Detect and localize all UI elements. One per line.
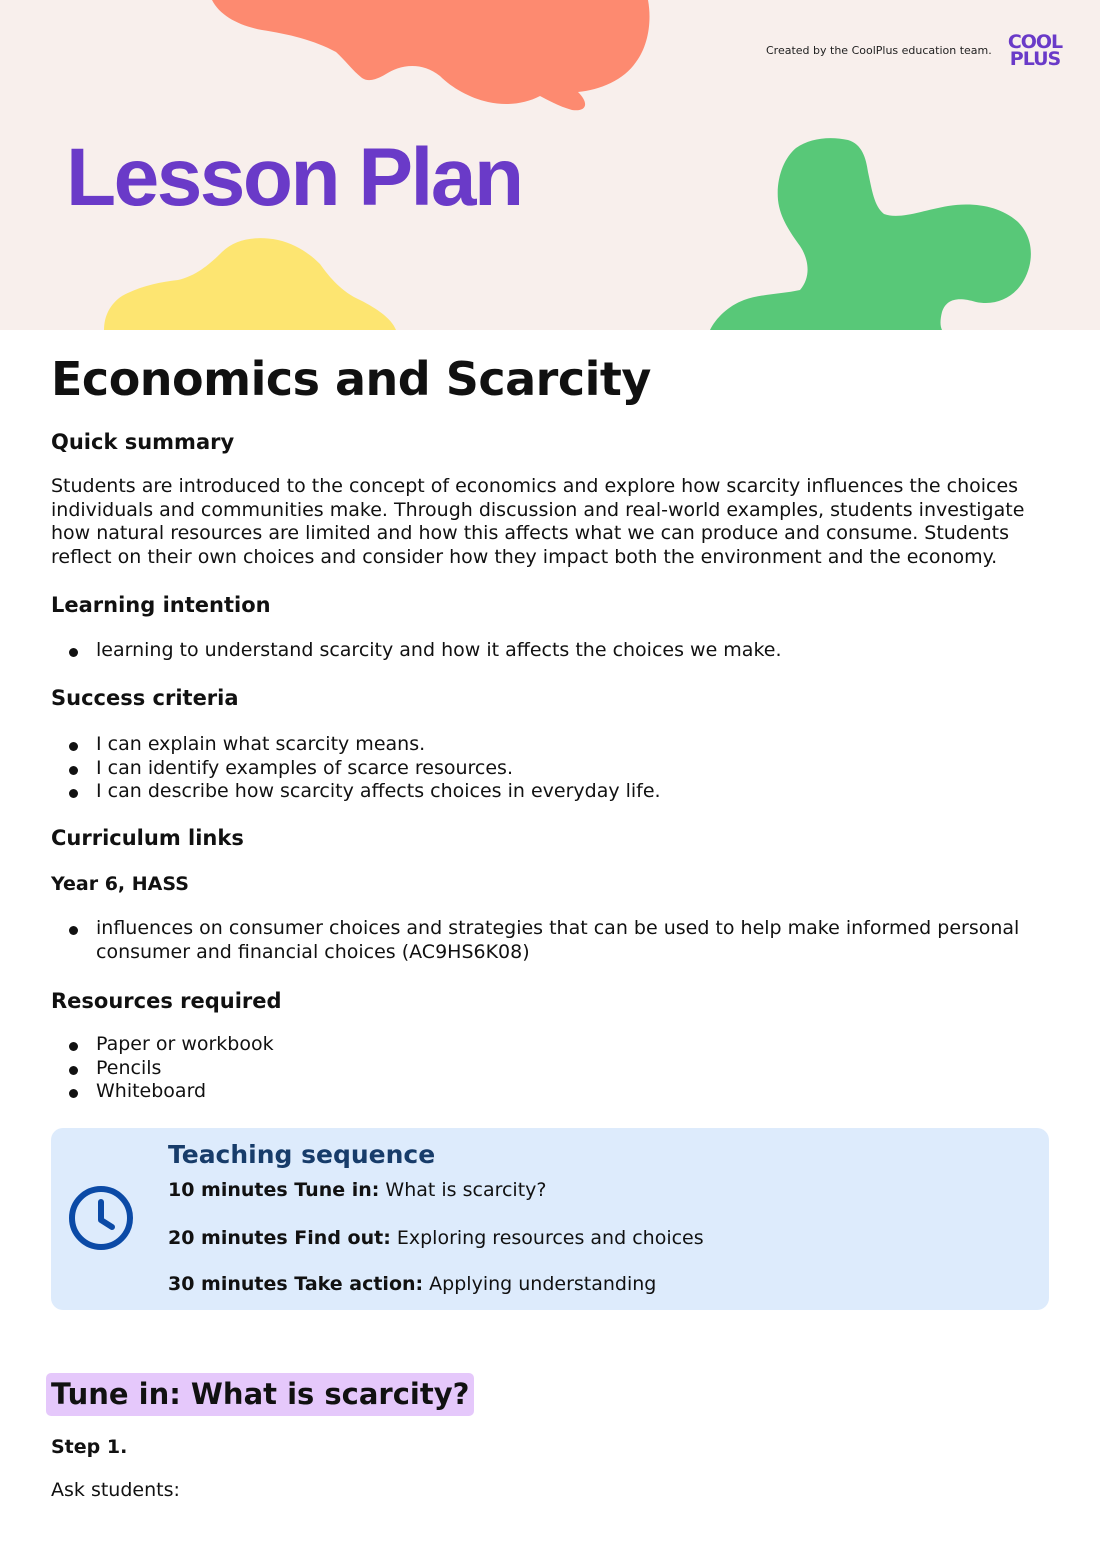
clock-icon — [66, 1183, 136, 1253]
list-item — [51, 917, 1051, 964]
success-criteria-list — [51, 733, 1051, 804]
list-item: Paper or workbook — [51, 1033, 1051, 1057]
curriculum-links-list — [51, 917, 1051, 964]
list-item: I can explain what scarcity means. — [51, 733, 1051, 757]
summary-line: how natural resources are limited and how this affects what we can produce and consume. Students — [51, 522, 1009, 544]
list-item: I can identify examples of scarce resources. — [51, 757, 1051, 781]
tune-in-heading: Tune in: What is scarcity? — [46, 1373, 474, 1416]
learning-intention-list — [51, 639, 1051, 663]
learning-intention-heading: Learning intention — [51, 593, 271, 617]
sequence-step-text: Exploring resources and choices — [390, 1227, 704, 1249]
list-item-line: influences on consumer choices and strategies that can be used to help make informed personal — [96, 917, 1020, 939]
sequence-step — [168, 1179, 546, 1201]
green-blob — [710, 138, 1031, 330]
curriculum-subheading: Year 6, HASS — [51, 873, 189, 895]
summary-line: individuals and communities make. Through discussion and real-world examples, students investigate — [51, 498, 1025, 521]
step-text: Ask students: — [51, 1479, 180, 1501]
credit-text: Created by the CoolPlus education team. — [766, 44, 992, 57]
coolplus-logo — [1002, 31, 1068, 70]
yellow-blob — [104, 238, 396, 330]
summary-line: reflect on their own choices and consider how they impact both the environment and the economy. — [51, 545, 998, 568]
sequence-step-label: 10 minutes Tune in: — [168, 1179, 380, 1201]
quick-summary-heading: Quick summary — [51, 430, 235, 454]
success-criteria-heading: Success criteria — [51, 686, 239, 710]
sequence-step-label: 30 minutes Take action: — [168, 1273, 424, 1295]
step-label: Step 1. — [51, 1436, 128, 1458]
document-title: Economics and Scarcity — [51, 352, 651, 406]
list-item: I can describe how scarcity affects choices in everyday life. — [51, 780, 1051, 804]
sequence-step-label: 20 minutes Find out: — [168, 1227, 391, 1249]
logo-line-1: COOL — [1007, 31, 1063, 53]
teaching-sequence-title: Teaching sequence — [168, 1140, 436, 1169]
orange-blob — [212, 0, 650, 110]
quick-summary-text — [51, 475, 1061, 569]
sequence-step — [168, 1227, 704, 1249]
resources-heading: Resources required — [51, 989, 282, 1013]
logo-line-2: PLUS — [1009, 48, 1061, 70]
teaching-sequence-box — [51, 1128, 1049, 1310]
lesson-plan-title: Lesson Plan — [66, 132, 522, 223]
list-item: Pencils — [51, 1057, 1051, 1081]
list-item-line: consumer and financial choices (AC9HS6K08) — [96, 940, 530, 963]
summary-line: Students are introduced to the concept of economics and explore how scarcity influences the choices — [51, 475, 1019, 497]
list-item: learning to understand scarcity and how it affects the choices we make. — [51, 639, 1051, 663]
list-item: Whiteboard — [51, 1080, 1051, 1104]
sequence-step — [168, 1273, 656, 1295]
header-banner — [0, 0, 1100, 330]
resources-list — [51, 1033, 1051, 1104]
sequence-step-text: What is scarcity? — [379, 1179, 547, 1201]
curriculum-links-heading: Curriculum links — [51, 826, 244, 850]
sequence-step-text: Applying understanding — [423, 1273, 657, 1295]
